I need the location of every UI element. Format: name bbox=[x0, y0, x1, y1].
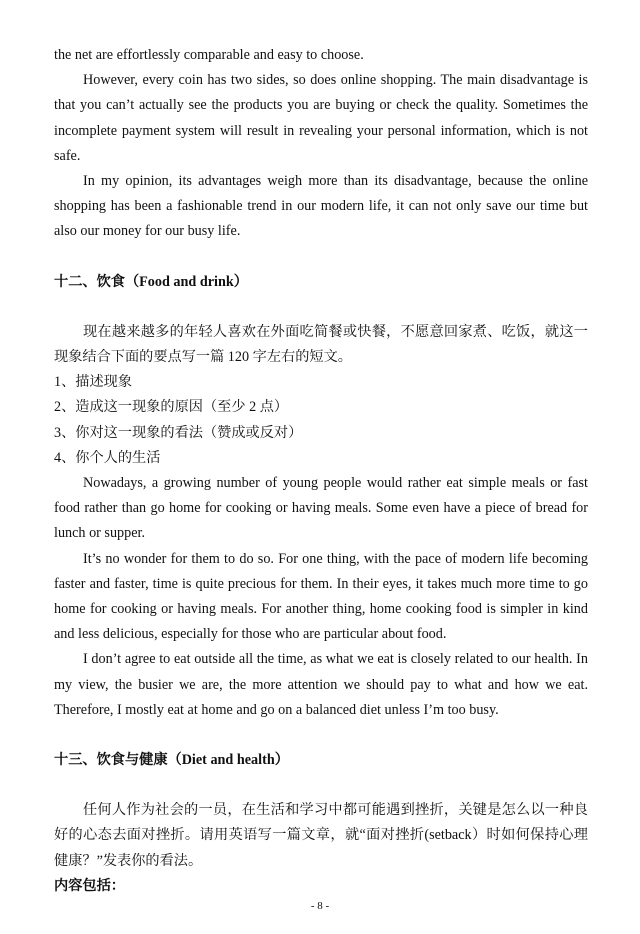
content-label: 内容包括： bbox=[54, 877, 125, 894]
intro-continuation: the net are effortlessly comparable and easy to choose. bbox=[54, 47, 364, 63]
essay-paragraph: I don’t agree to eat outside all the time, as what we eat is closely related to our health. In my view, the busier we are, the more attention we should pay to what and how we eat. Therefore, I mostly eat at home and go on a balanced diet unless I’m too busy. bbox=[54, 651, 588, 718]
prompt-point: 3、你对这一现象的看法（赞成或反对） bbox=[54, 424, 303, 441]
section-heading-food-and-drink: 十二、饮食（Food and drink） bbox=[54, 273, 248, 290]
intro-paragraph: In my opinion, its advantages weigh more than its disadvantage, because the online shopping has been a fashionable trend in our modern life, it can not only save our time but also our money for our busy life. bbox=[54, 173, 588, 240]
section-prompt: 现在越来越多的年轻人喜欢在外面吃简餐或快餐，不愿意回家煮、吃饭，就这一现象结合下面的要点写一篇 120 字左右的短文。 bbox=[54, 323, 588, 366]
section-heading-diet-and-health: 十三、饮食与健康（Diet and health） bbox=[54, 752, 289, 769]
prompt-point: 1、描述现象 bbox=[54, 374, 133, 391]
prompt-point: 4、你个人的生活 bbox=[54, 449, 161, 466]
section-prompt: 任何人作为社会的一员，在生活和学习中都可能遇到挫折，关键是怎么以一种良好的心态去面对挫折。请用英语写一篇文章，就“面对挫折(setback）时如何保持心理健康？”发表你的看法。 bbox=[54, 802, 588, 869]
essay-paragraph: It’s no wonder for them to do so. For one thing, with the pace of modern life becoming faster and faster, time is quite precious for them. In their eyes, it takes much more time to go home for cooking or having meals. For another thing, home cooking food is simpler in kind and less delicious, especially for those who are particular about food. bbox=[54, 550, 588, 643]
intro-paragraph: However, every coin has two sides, so does online shopping. The main disadvantage is that you can’t actually see the products you are buying or check the quality. Sometimes the incomplete payment system will result in revealing your personal information, which is not safe. bbox=[54, 72, 588, 164]
document-page bbox=[54, 43, 588, 899]
page-number: - 8 - bbox=[310, 900, 330, 912]
prompt-point: 2、造成这一现象的原因（至少 2 点） bbox=[54, 399, 289, 416]
essay-paragraph: Nowadays, a growing number of young people would rather eat simple meals or fast food rather than go home for cooking or having meals. Some even have a piece of bread for lunch or supper. bbox=[54, 475, 588, 542]
